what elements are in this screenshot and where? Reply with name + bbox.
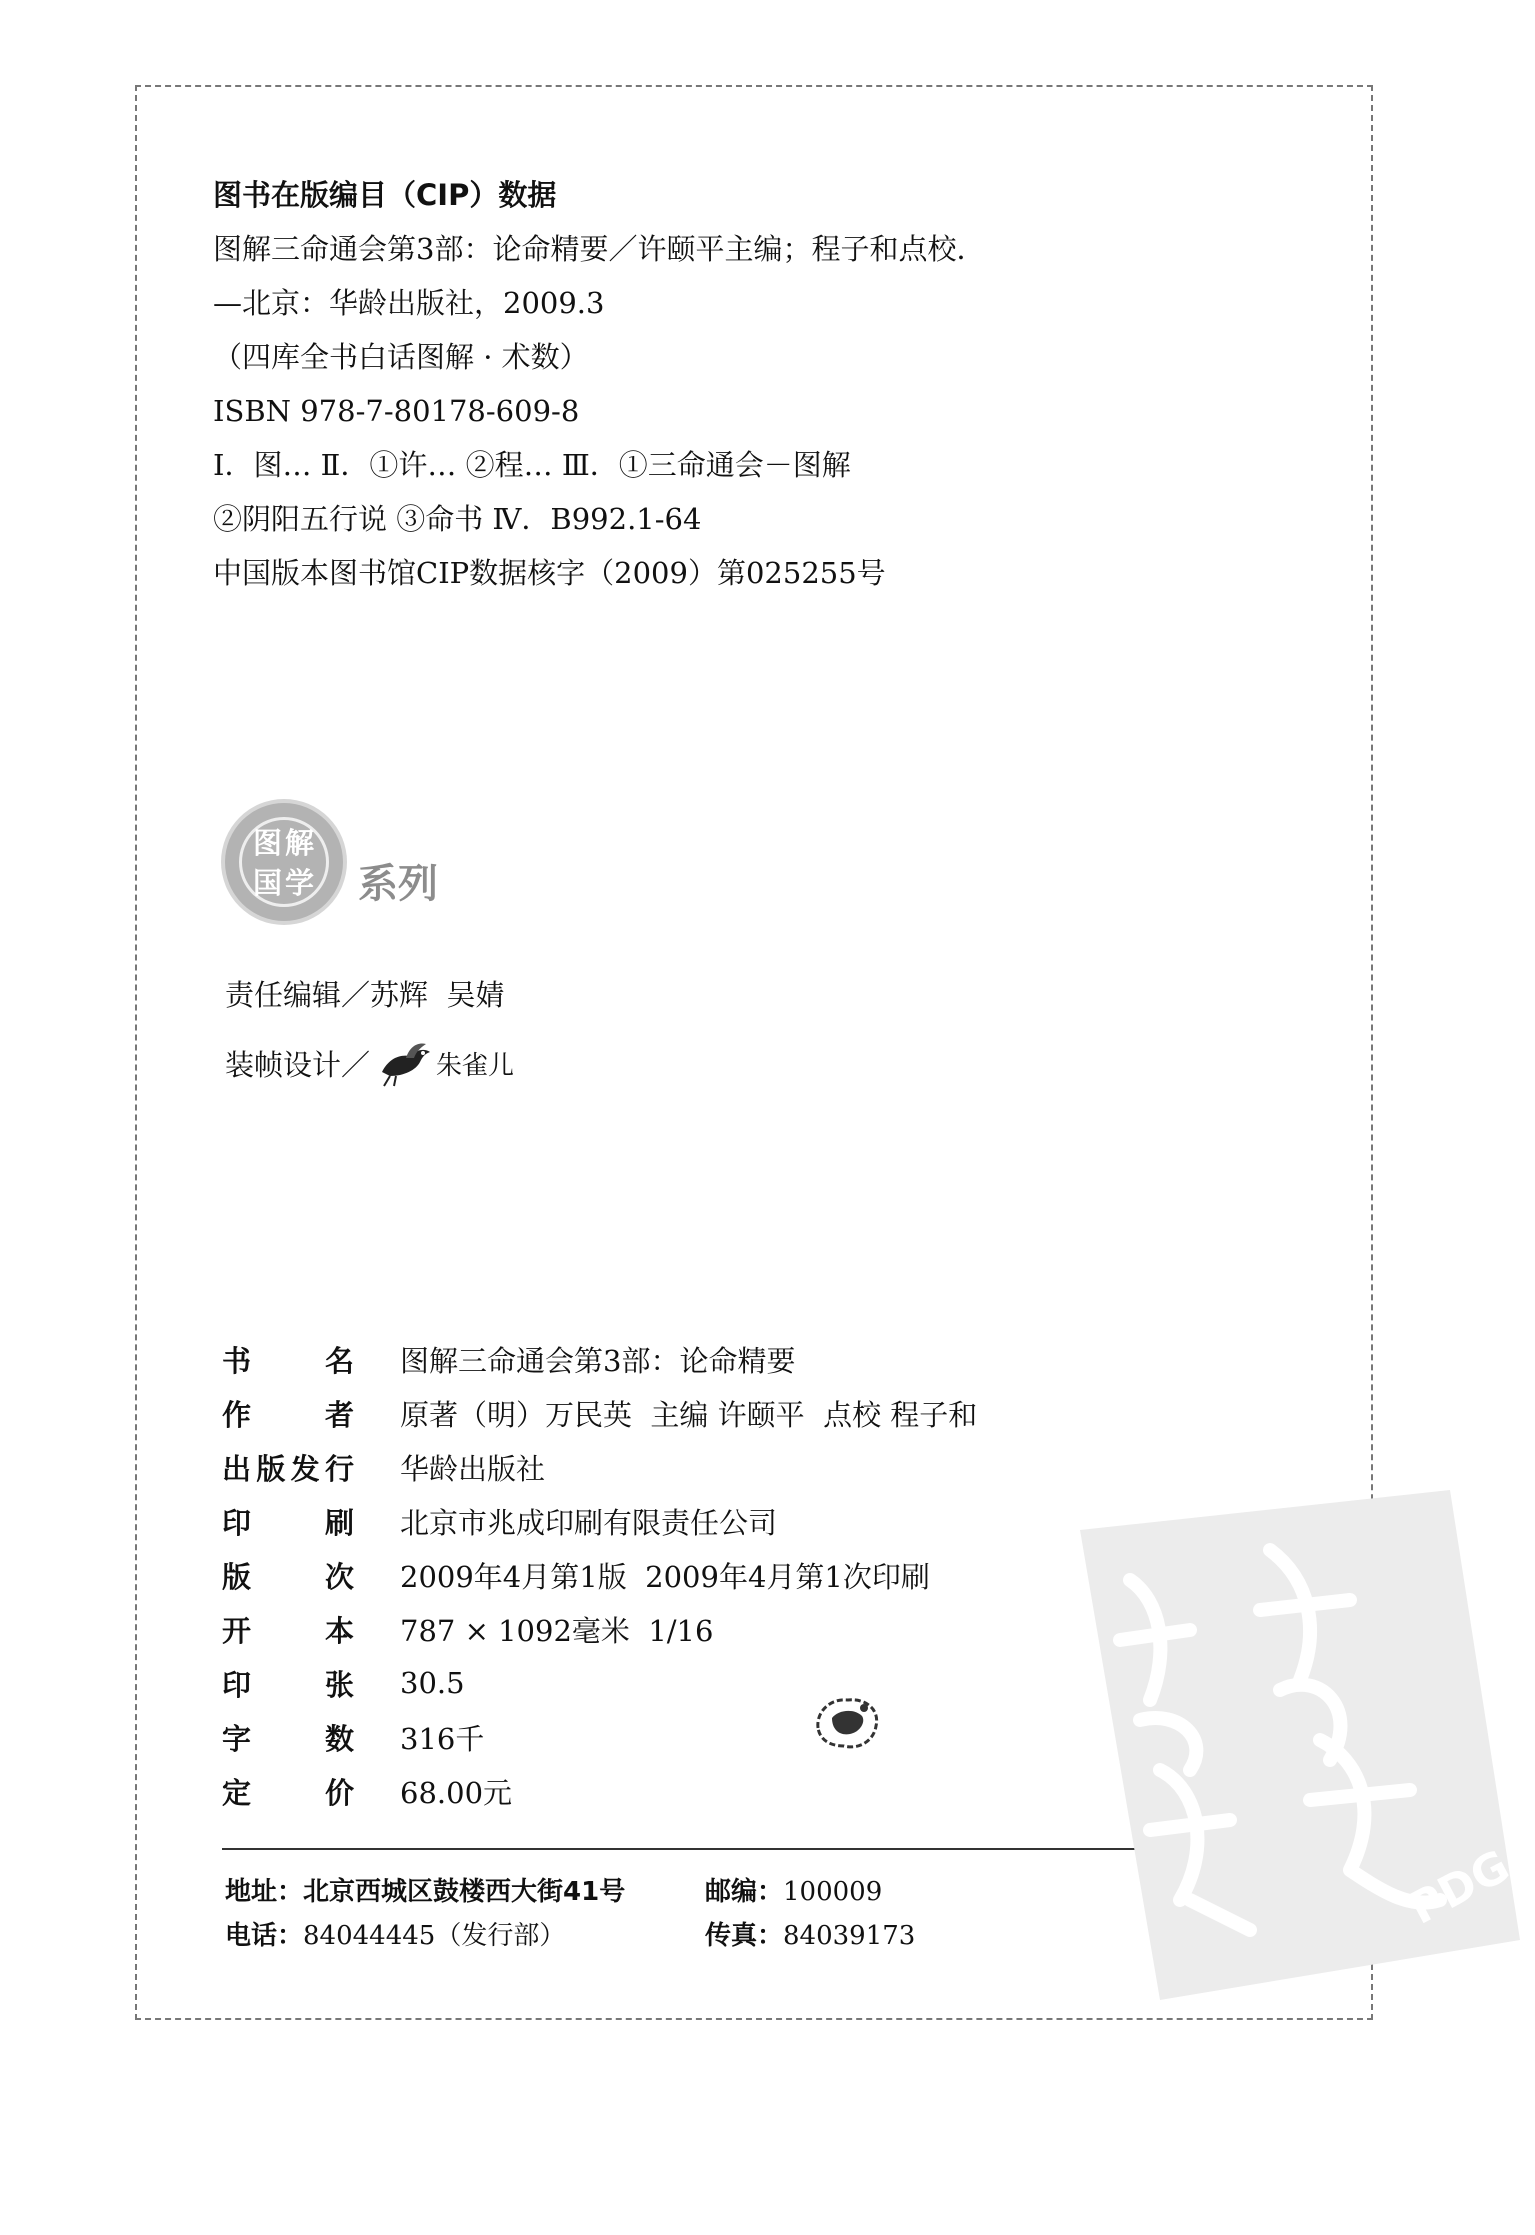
info-row <box>222 1602 977 1656</box>
address-label: 地址： <box>225 1877 304 1907</box>
cip-line: （四库全书白话图解 · 术数） <box>213 340 589 374</box>
design-label: 装帧设计／ <box>225 1047 371 1082</box>
info-value: 316千 <box>400 1721 485 1756</box>
cip-title: 图书在版编目（CIP）数据 <box>213 178 557 212</box>
info-key: 作者 <box>222 1397 354 1432</box>
info-row <box>222 1494 977 1548</box>
editor-row <box>225 958 514 1028</box>
info-key: 印刷 <box>222 1505 354 1540</box>
phone-label: 电话： <box>225 1921 304 1951</box>
info-key: 书名 <box>222 1343 354 1378</box>
badge-char: 学 <box>285 866 315 900</box>
info-value: 北京市兆成印刷有限责任公司 <box>400 1505 778 1540</box>
editor-names: 苏辉 吴婧 <box>370 977 505 1012</box>
info-key: 出版发行 <box>222 1451 354 1486</box>
fax-label: 传真： <box>705 1921 784 1951</box>
cip-block <box>213 168 985 600</box>
watermark-text: PDG <box>1401 1840 1518 1935</box>
badge-char: 图 <box>253 826 283 860</box>
postcode-label: 邮编： <box>705 1877 784 1907</box>
info-key: 定价 <box>222 1775 354 1810</box>
info-value: 30.5 <box>400 1666 465 1700</box>
cip-line: 中国版本图书馆CIP数据核字（2009）第025255号 <box>213 556 886 590</box>
info-value: 68.00元 <box>400 1775 513 1810</box>
info-value: 图解三命通会第3部：论命精要 <box>400 1343 796 1378</box>
info-key: 版次 <box>222 1559 354 1594</box>
designer-name: 朱雀儿 <box>436 1050 515 1081</box>
info-key: 印张 <box>222 1667 354 1702</box>
address-value: 北京西城区鼓楼西大街41号 <box>303 1877 626 1907</box>
cip-line: —北京：华龄出版社，2009.3 <box>213 286 605 320</box>
cip-line: 图解三命通会第3部：论命精要／许颐平主编；程子和点校． <box>213 232 986 266</box>
phone-value: 84044445（发行部） <box>303 1921 566 1951</box>
credits-block <box>225 958 514 1098</box>
series-badge <box>225 803 343 921</box>
series-label: 系列 <box>358 861 438 907</box>
watermark-seal <box>1020 1470 1535 2010</box>
badge-char: 国 <box>253 866 283 900</box>
info-row <box>222 1764 977 1818</box>
info-key: 开本 <box>222 1613 354 1648</box>
editor-label: 责任编辑／ <box>225 977 371 1012</box>
cip-line: Ⅰ．图… Ⅱ．①许… ②程… Ⅲ．①三命通会－图解 <box>213 448 851 482</box>
info-row <box>222 1332 977 1386</box>
fax-value: 84039173 <box>783 1921 916 1951</box>
info-row <box>222 1548 977 1602</box>
contact-block <box>225 1870 915 1958</box>
bird-icon <box>376 1038 434 1088</box>
info-row <box>222 1440 977 1494</box>
info-value: 2009年4月第1版 2009年4月第1次印刷 <box>400 1559 930 1594</box>
badge-char: 解 <box>285 826 315 860</box>
postcode-value: 100009 <box>783 1877 883 1907</box>
series-logo <box>225 800 465 925</box>
designer-row <box>225 1028 514 1098</box>
info-value: 787 × 1092毫米 1/16 <box>400 1613 714 1648</box>
info-row <box>222 1386 977 1440</box>
info-value: 原著（明）万民英 主编 许颐平 点校 程子和 <box>400 1397 978 1432</box>
info-value: 华龄出版社 <box>400 1451 546 1486</box>
cip-line: ISBN 978-7-80178-609-8 <box>213 394 580 428</box>
publisher-stamp-icon <box>808 1688 888 1758</box>
cip-line: ②阴阳五行说 ③命书 Ⅳ．B992.1-64 <box>213 502 702 536</box>
info-key: 字数 <box>222 1721 354 1756</box>
